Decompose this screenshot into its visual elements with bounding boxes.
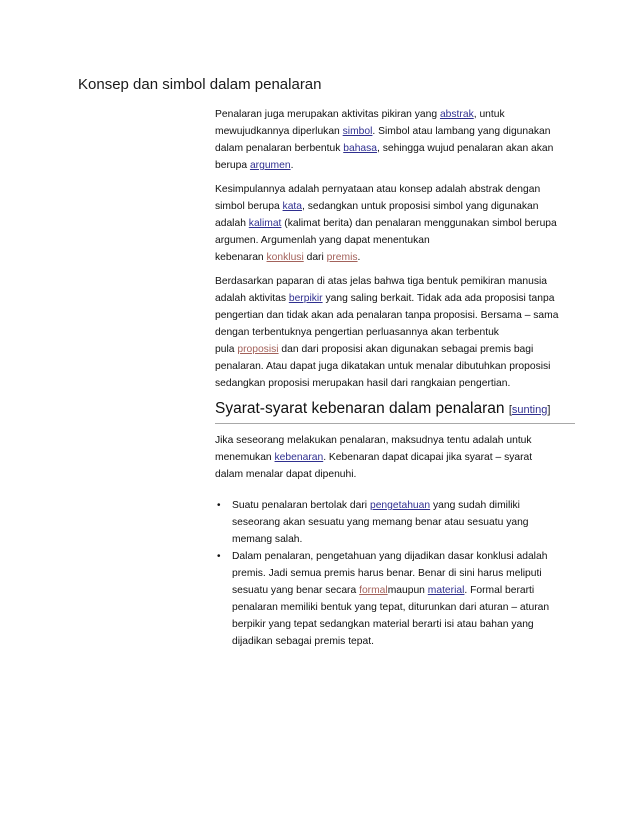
edit-section [509,404,551,416]
text: , sehingga wujud penalaran akan akan [377,143,554,154]
bullet-icon: • [217,500,221,511]
text: seseorang akan sesuatu yang memang benar atau sesuatu yang [232,517,529,528]
link-konklusi[interactable]: konklusi [266,252,304,263]
text: , sedangkan untuk proposisi simbol yang digunakan [302,201,539,212]
text-line [215,449,575,466]
text: dengan terbentuknya pengertian perluasannya akan terbentuk [215,327,499,338]
text-line [215,106,575,123]
text: memang salah. [232,534,303,545]
text: berupa [215,160,250,171]
text: . [357,252,361,263]
text: premis. Jadi semua premis harus benar. Benar di sini harus meliputi [232,568,542,579]
text: pula [215,344,238,355]
text-line [232,548,575,565]
text-line [215,432,575,449]
text: argumen. Argumenlah yang dapat menentukan [215,235,430,246]
link-kata[interactable]: kata [282,201,303,212]
text-line [215,307,575,324]
bracket: ] [547,404,551,416]
section-heading [215,399,575,424]
text: . [290,160,294,171]
text-line [215,290,575,307]
bracket: [ [508,404,512,416]
text: yang saling berkait. Tidak ada ada proposisi tanpa [322,293,555,304]
text-line [215,341,575,358]
text-line [215,215,575,232]
text: pengertian dan tidak akan ada penalaran tanpa proposisi. Bersama – sama [215,310,559,321]
paragraph-1 [215,106,575,174]
text: Suatu penalaran bertolak dari [232,500,370,511]
article-content [215,106,575,650]
link-kalimat[interactable]: kalimat [248,218,282,229]
text: adalah [215,218,249,229]
text: . Formal berarti [464,585,535,596]
text: Jika seseorang melakukan penalaran, maksudnya tentu adalah untuk [215,435,532,446]
link-bahasa[interactable]: bahasa [343,143,378,154]
text-line [215,324,575,341]
text-line [215,232,575,249]
text: kebenaran [215,252,267,263]
text: sedangkan proposisi merupakan hasil dari rangkaian pengertian. [215,378,511,389]
text: dalam menalar dapat dipenuhi. [215,469,357,480]
text: Penalaran juga merupakan aktivitas pikiran yang [215,109,440,120]
text: Berdasarkan paparan di atas jelas bahwa tiga bentuk pemikiran manusia [215,276,547,287]
paragraph-3 [215,273,575,392]
text-line [215,140,575,157]
link-material[interactable]: material [427,585,465,596]
text: dalam penalaran berbentuk [215,143,344,154]
text-line [215,466,575,483]
text: adalah aktivitas [215,293,289,304]
text-line [215,273,575,290]
text: (kalimat berita) dan penalaran menggunakan simbol berupa [281,218,557,229]
text-line [232,633,575,650]
text-line [232,582,575,599]
link-abstrak[interactable]: abstrak [439,109,474,120]
paragraph-2 [215,181,575,266]
text: simbol berupa [215,201,283,212]
text-line [215,358,575,375]
requirements-list [215,497,575,650]
page-title: Konsep dan simbol dalam penalaran [78,76,322,93]
text: dan dari proposisi akan digunakan sebagai premis bagi [278,344,534,355]
text: . Simbol atau lambang yang digunakan [372,126,551,137]
text: . Kebenaran dapat dicapai jika syarat – syarat [323,452,533,463]
text: sesuatu yang benar secara [232,585,360,596]
text: penalaran memiliki bentuk yang tepat, diturunkan dari aturan – aturan [232,602,550,613]
link-pengetahuan[interactable]: pengetahuan [369,500,431,511]
text: Dalam penalaran, pengetahuan yang dijadikan dasar konklusi adalah [232,551,548,562]
text-line [232,565,575,582]
link-kebenaran[interactable]: kebenaran [274,452,324,463]
text-line [232,531,575,548]
text: Kesimpulannya adalah pernyataan atau konsep adalah abstrak dengan [215,184,541,195]
text: maupun [387,585,428,596]
bullet-icon: • [217,551,221,562]
text-line [232,616,575,633]
text: dari [303,252,327,263]
section-heading-text: Syarat-syarat kebenaran dalam penalaran [215,400,505,417]
text-line [215,123,575,140]
text-line [215,157,575,174]
text: penalaran. Atau dapat juga dikatakan untuk menalar dibutuhkan proposisi [215,361,551,372]
text-line [215,375,575,392]
link-argumen[interactable]: argumen [249,160,291,171]
text: berpikir yang tepat sedangkan material berarti isi atau bahan yang [232,619,534,630]
list-item [215,497,575,548]
text-line [215,198,575,215]
text-line [232,514,575,531]
text: dijadikan sebagai premis tepat. [232,636,374,647]
text-line [215,249,575,266]
text-line [232,497,575,514]
text-line [215,181,575,198]
link-simbol[interactable]: simbol [342,126,373,137]
text: , untuk [473,109,505,120]
link-berpikir[interactable]: berpikir [288,293,323,304]
link-formal[interactable]: formal [359,585,388,596]
link-proposisi[interactable]: proposisi [237,344,279,355]
paragraph-4 [215,432,575,483]
text: menemukan [215,452,275,463]
text: mewujudkannya diperlukan [215,126,343,137]
link-premis[interactable]: premis [326,252,358,263]
edit-section-link[interactable]: sunting [511,404,548,416]
text: yang sudah dimiliki [430,500,520,511]
text-line [232,599,575,616]
list-item [215,548,575,650]
